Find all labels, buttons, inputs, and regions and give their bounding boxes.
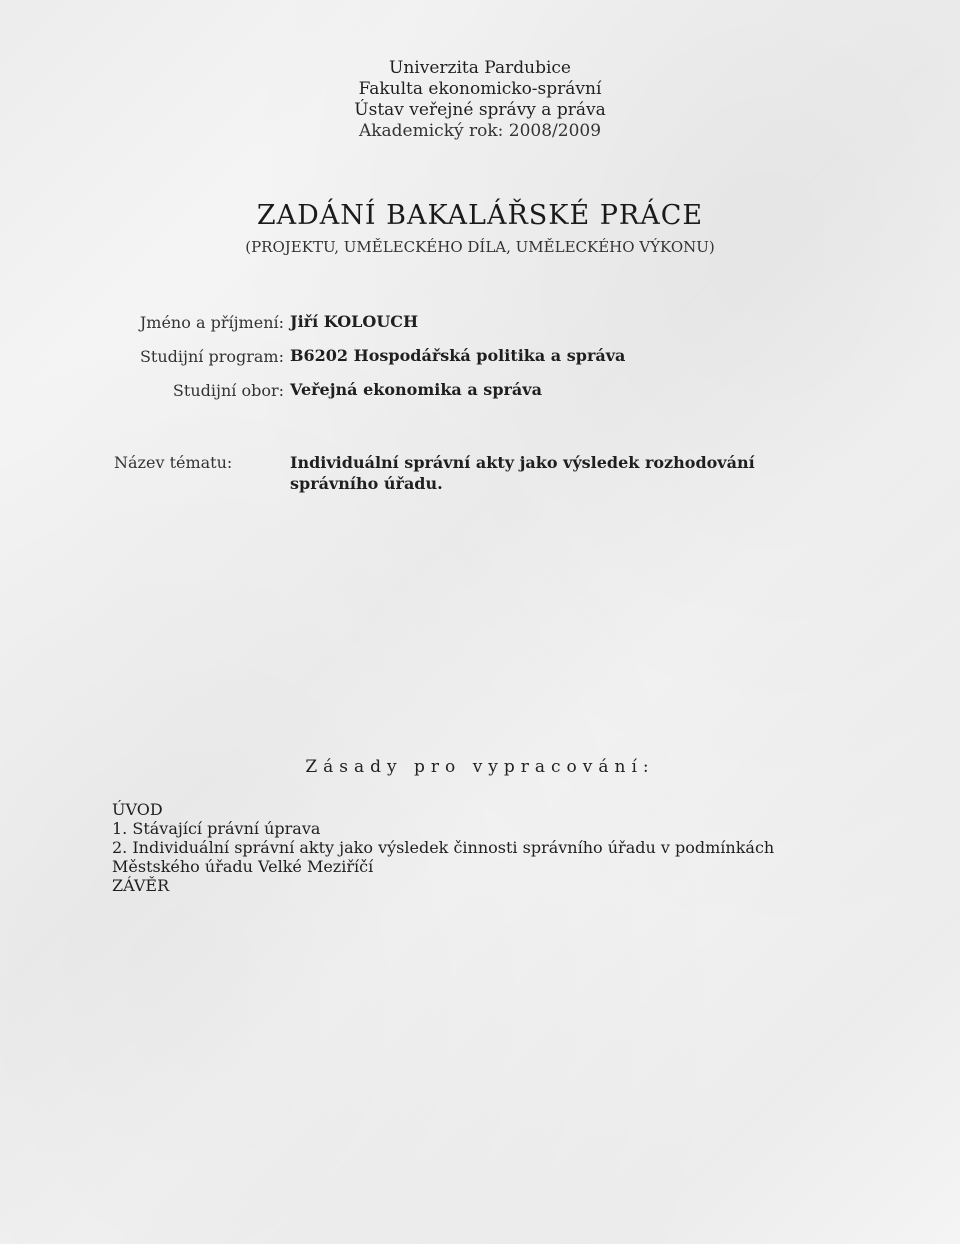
outline-item-1: 1. Stávající právní úprava	[112, 819, 321, 838]
faculty-name: Fakulta ekonomicko-správní	[358, 79, 602, 99]
program-value: B6202 Hospodářská politika a správa	[290, 346, 626, 365]
topic-label: Název tématu:	[114, 453, 233, 472]
document-subtitle: (PROJEKTU, UMĚLECKÉHO DÍLA, UMĚLECKÉHO VÝKONU)	[245, 238, 715, 256]
principles-heading: Zásady pro vypracování:	[305, 757, 655, 777]
outline-conclusion: ZÁVĚR	[112, 876, 170, 895]
topic-value: Individuální správní akty jako výsledek rozhodování správního úřadu.	[290, 453, 755, 493]
name-label: Jméno a příjmení:	[139, 313, 284, 332]
academic-year: Akademický rok: 2008/2009	[358, 121, 602, 141]
document-title: ZADÁNÍ BAKALÁŘSKÉ PRÁCE	[256, 200, 704, 231]
thesis-outline	[112, 800, 832, 895]
field-of-study-label: Studijní obor:	[172, 381, 284, 400]
outline-intro: ÚVOD	[112, 800, 163, 819]
name-value: Jiří KOLOUCH	[290, 312, 419, 331]
program-label: Studijní program:	[139, 347, 284, 366]
field-of-study-value: Veřejná ekonomika a správa	[290, 380, 542, 399]
university-name: Univerzita Pardubice	[389, 58, 571, 78]
outline-item-2: 2. Individuální správní akty jako výsledek činnosti správního úřadu v podmínkách Městského úřadu Velké Meziříčí	[112, 838, 780, 876]
document-header	[0, 58, 960, 142]
institute-name: Ústav veřejné správy a práva	[354, 100, 606, 120]
